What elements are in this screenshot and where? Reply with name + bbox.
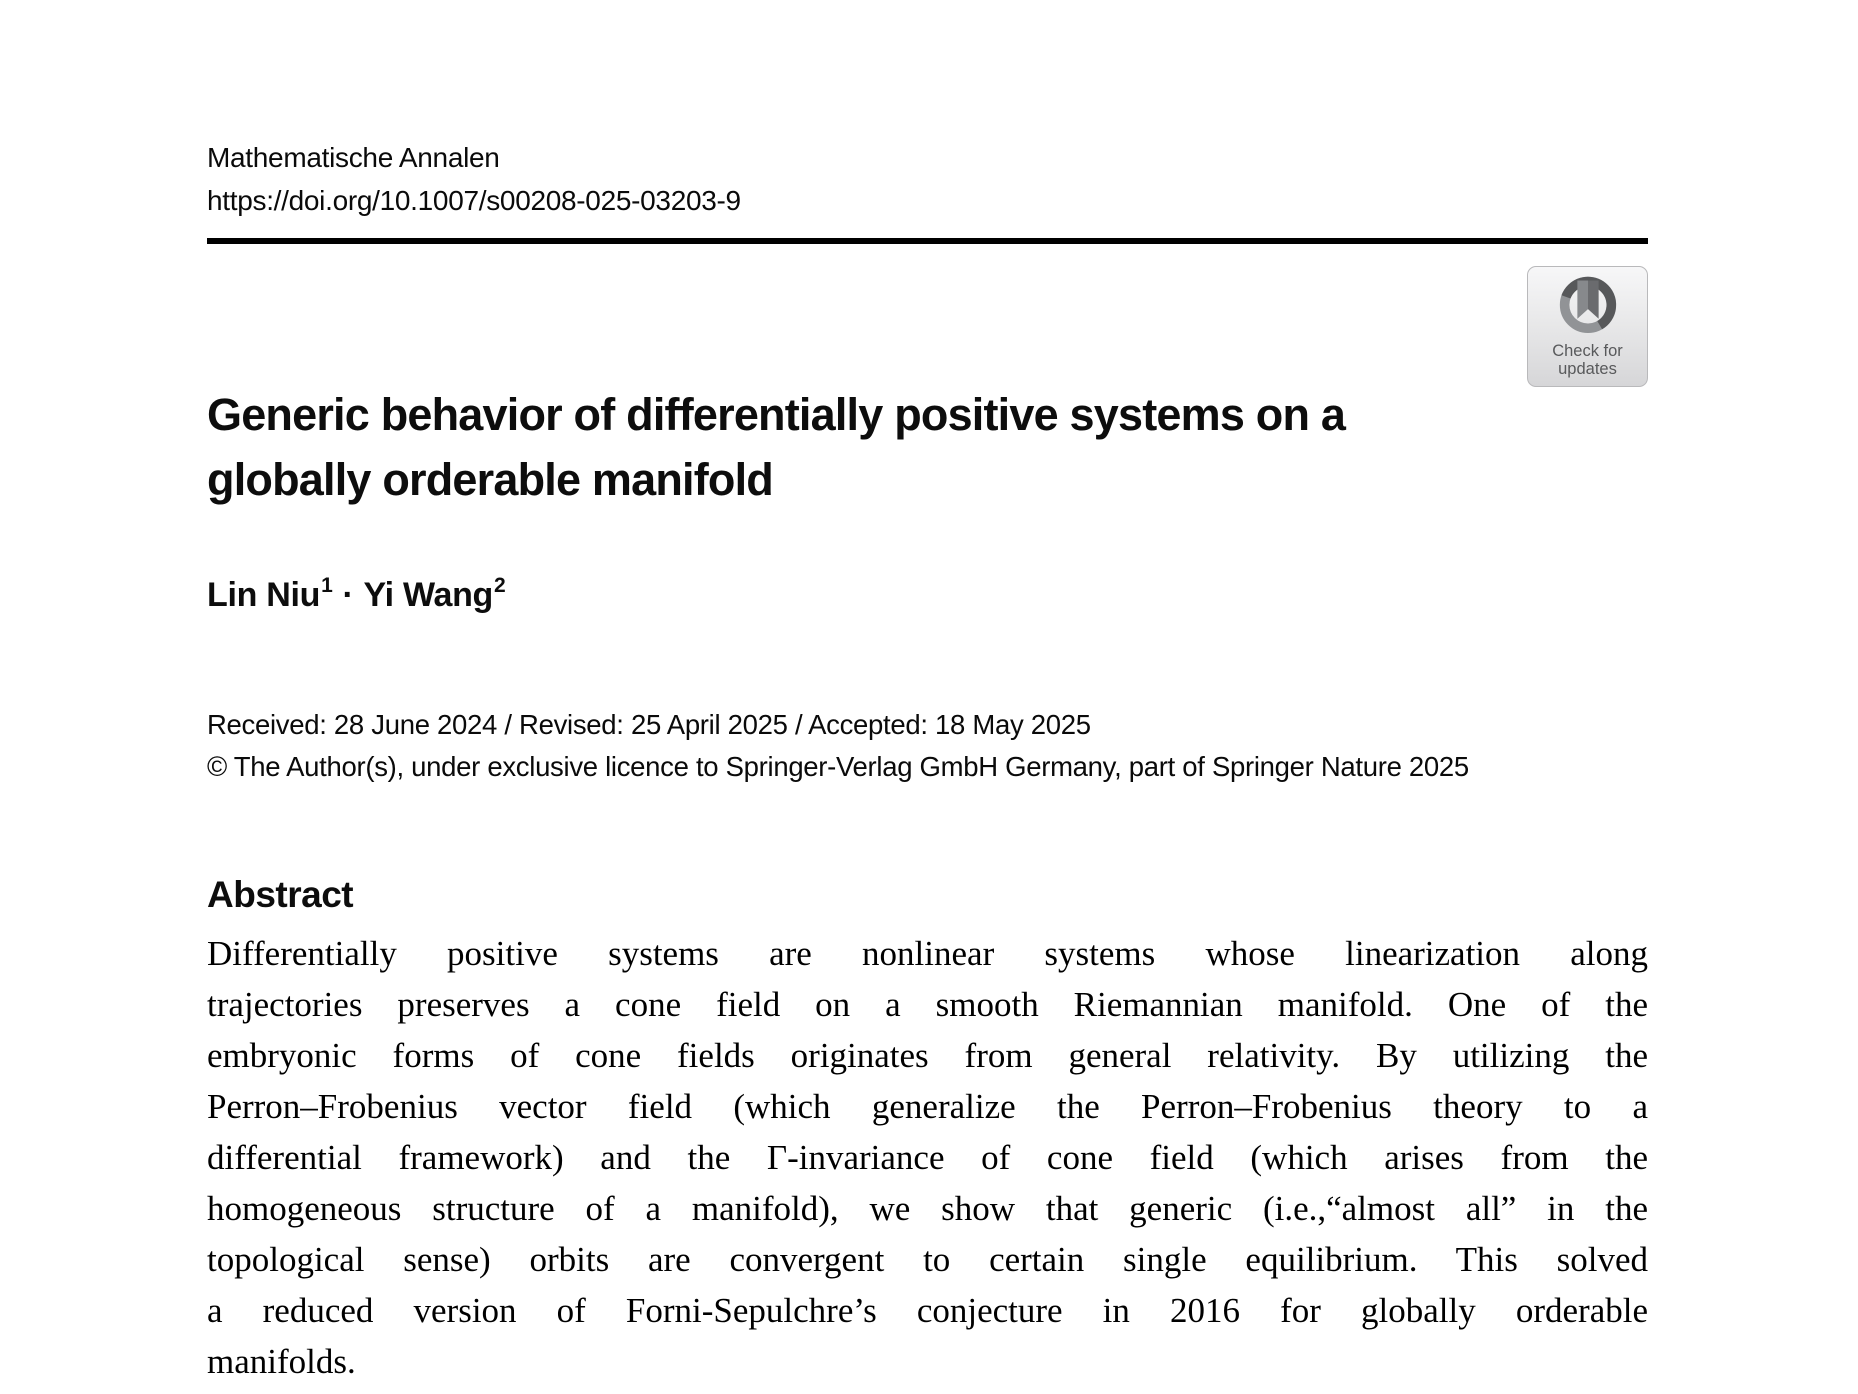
- author-1: [207, 576, 333, 614]
- copyright-line: © The Author(s), under exclusive licence to Springer-Verlag GmbH Germany, part of Springer Nature 2025: [207, 751, 1469, 782]
- masthead-rule: [207, 238, 1648, 244]
- abstract-line: a reduced version of Forni-Sepulchre’s conjecture in 2016 for globally orderable: [207, 1291, 1648, 1330]
- author-2-name: Yi Wang: [363, 576, 494, 614]
- masthead: [207, 136, 741, 222]
- abstract-line: differential framework) and the Γ-invariance of cone field (which arises from the: [207, 1138, 1648, 1177]
- journal-name: Mathematische Annalen: [207, 142, 500, 173]
- received-revised-accepted-line: Received: 28 June 2024 / Revised: 25 April 2025 / Accepted: 18 May 2025: [207, 709, 1091, 740]
- abstract-line: trajectories preserves a cone field on a smooth Riemannian manifold. One of the: [207, 985, 1648, 1024]
- author-separator: ·: [342, 576, 354, 614]
- abstract-line: manifolds.: [207, 1342, 356, 1381]
- doi-link[interactable]: https://doi.org/10.1007/s00208-025-03203-9: [207, 185, 741, 216]
- crossmark-logo-icon: [1554, 273, 1622, 341]
- abstract-line: Differentially positive systems are nonlinear systems whose linearization along: [207, 934, 1648, 973]
- author-1-name: Lin Niu: [207, 576, 321, 614]
- abstract-line: embryonic forms of cone fields originates from general relativity. By utilizing the: [207, 1036, 1648, 1075]
- author-1-affiliation-mark: 1: [321, 574, 333, 597]
- author-2-affiliation-mark: 2: [494, 574, 506, 597]
- badge-label-line2: updates: [1558, 360, 1617, 378]
- badge-label-line1: Check for: [1552, 342, 1623, 360]
- authors-line: [207, 574, 505, 615]
- article-history-block: [207, 704, 1469, 788]
- article-title-line1: Generic behavior of differentially positive systems on a: [207, 389, 1346, 440]
- abstract-line: homogeneous structure of a manifold), we show that generic (i.e.,“almost all” in the: [207, 1189, 1648, 1228]
- abstract-line: Perron–Frobenius vector field (which generalize the Perron–Frobenius theory to a: [207, 1087, 1648, 1126]
- article-title: [207, 382, 1345, 512]
- check-for-updates-badge[interactable]: [1527, 266, 1648, 387]
- article-title-line2: globally orderable manifold: [207, 454, 773, 505]
- author-2: [364, 576, 506, 614]
- abstract-heading: Abstract: [207, 874, 354, 915]
- abstract-line: topological sense) orbits are convergent to certain single equilibrium. This solved: [207, 1240, 1648, 1279]
- abstract-body: [207, 928, 1648, 1387]
- check-for-updates-label: [1552, 342, 1623, 378]
